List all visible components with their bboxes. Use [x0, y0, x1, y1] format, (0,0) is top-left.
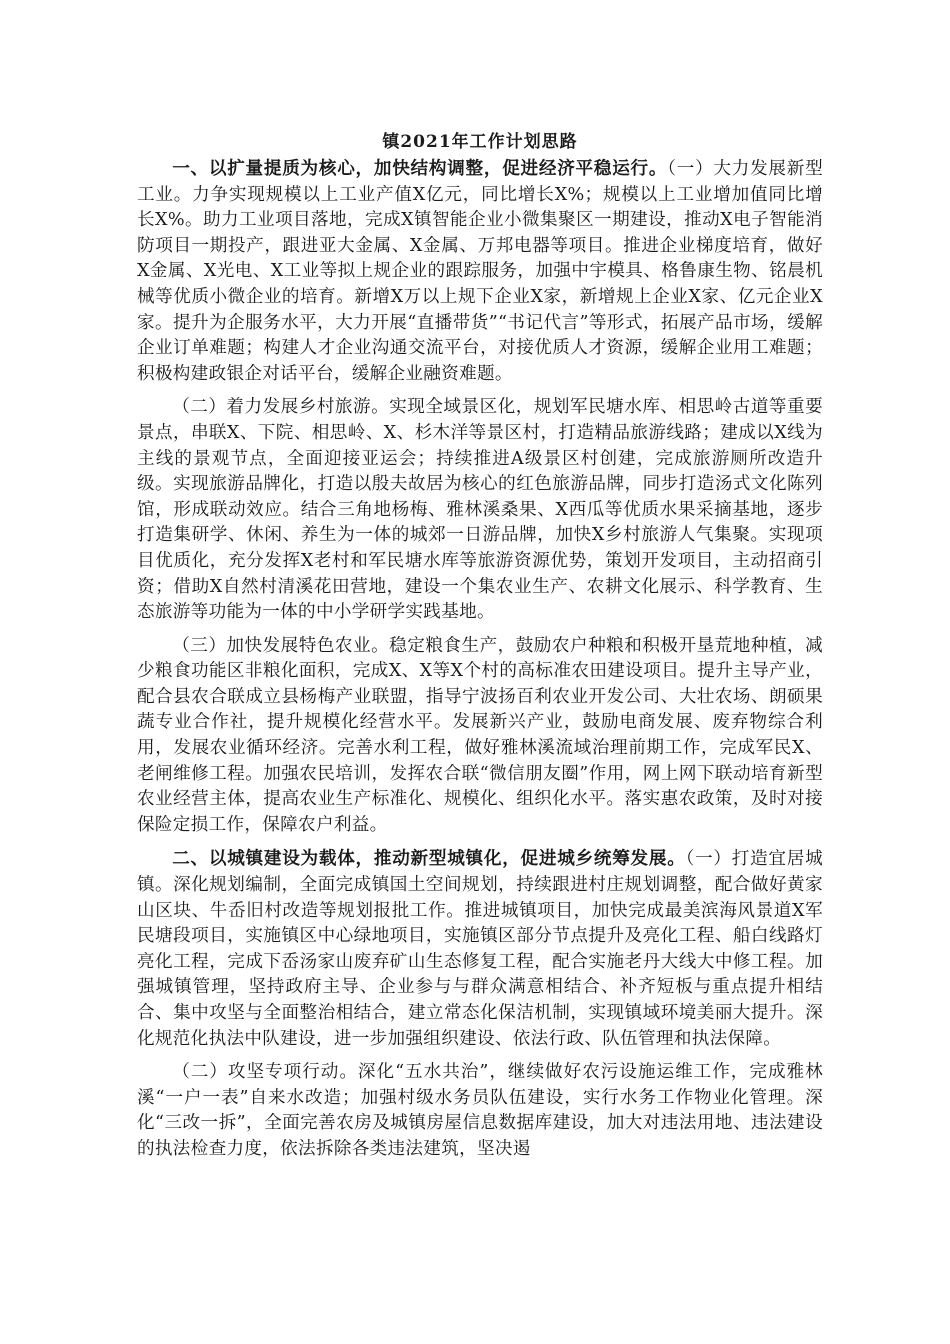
section-2-paragraph-1: [137, 846, 823, 1052]
section-2-paragraph-2: （二）攻坚专项行动。深化“五水共治”，继续做好农污设施运维工作，完成雅林溪“一户一表”自来水改造；加强村级水务员队伍建设，实行水务工作物业化管理。深化“三改一拆”，全面完善农房及城镇房屋信息数据库建设，加大对违法用地、违法建设的执法检查力度，依法拆除各类违法建筑，坚决遏: [137, 1062, 823, 1159]
document-title: 镇2021年工作计划思路: [382, 132, 578, 152]
section-2-paragraph-1-text: （一）打造宜居城镇。深化规划编制，全面完成镇国土空间规划，持续跟进村庄规划调整，配合做好黄家山区块、牛岙旧村改造等规划报批工作。推进城镇项目，加快完成最美滨海风景道X军民塘段项目，实施镇区中心绿地项目，实施镇区部分节点提升及亮化工程、船白线路灯亮化工程，完成下岙汤家山废弃矿山生态修复工程，配合实施老丹大线大中修工程。加强城镇管理，坚持政府主导、企业参与与群众满意相结合、补齐短板与重点提升相结合、集中攻坚与全面整治相结合，建立常态化保洁机制，实现镇域环境美丽大提升。深化规范化执法中队建设，进一步加强组织建设、依法行政、队伍管理和执法保障。: [137, 849, 823, 1049]
section-1-paragraph-1: [137, 156, 823, 387]
document-page: [137, 128, 823, 1328]
section-1-paragraph-2: （二）着力发展乡村旅游。实现全域景区化，规划军民塘水库、相思岭古道等重要景点，串联X、下院、相思岭、X、杉木洋等景区村，打造精品旅游线路；建成以X线为主线的景观节点，全面迎接亚运会；持续推进A级景区村创建，完成旅游厕所改造升级。实现旅游品牌化，打造以殷夫故居为核心的红色旅游品牌，同步打造汤式文化陈列馆，形成联动效应。结合三角地杨梅、雅林溪桑果、X西瓜等优质水果采摘基地，逐步打造集研学、休闲、养生为一体的城郊一日游品牌，加快X乡村旅游人气集聚。实现项目优质化，充分发挥X老村和军民塘水库等旅游资源优势，策划开发项目，主动招商引资；借助X自然村清溪花田营地，建设一个集农业生产、农耕文化展示、科学教育、生态旅游等功能为一体的中小学研学实践基地。: [137, 397, 823, 623]
section-1-paragraph-1-text: （一）大力发展新型工业。力争实现规模以上工业产值X亿元，同比增长X%；规模以上工业增加值同比增长X%。助力工业项目落地，完成X镇智能企业小微集聚区一期建设，推动X电子智能消防项目一期投产，跟进亚大金属、X金属、万邦电器等项目。推进企业梯度培育，做好X金属、X光电、X工业等拟上规企业的跟踪服务，加强中宇模具、格鲁康生物、铭晨机械等优质小微企业的培育。新增X万以上规下企业X家，新增规上企业X家、亿元企业X家。提升为企服务水平，大力开展“直播带货”“书记代言”等形式，拓展产品市场，缓解企业订单难题；构建人才企业沟通交流平台，对接优质人才资源，缓解企业用工难题；积极构建政银企对话平台，缓解企业融资难题。: [137, 159, 823, 384]
section-1-heading: 一、以扩量提质为核心，加快结构调整，促进经济平稳运行。: [172, 158, 668, 179]
section-2-heading: 二、以城镇建设为载体，推动新型城镇化，促进城乡统筹发展。: [172, 848, 686, 870]
section-1-paragraph-3: （三）加快发展特色农业。稳定粮食生产，鼓励农户种粮和积极开垦荒地种植，减少粮食功能区非粮化面积，完成X、X等X个村的高标准农田建设项目。提升主导产业，配合县农合联成立县杨梅产业联盟，指导宁波扬百利农业开发公司、大壮农场、朗硕果蔬专业合作社，提升规模化经营水平。发展新兴产业，鼓励电商发展、废弃物综合利用，发展农业循环经济。完善水利工程，做好雅林溪流域治理前期工作，完成军民X、老闸维修工程。加强农民培训，发挥农合联“微信朋友圈”作用，网上网下联动培育新型农业经营主体，提高农业生产标准化、规模化、组织化水平。落实惠农政策，及时对接保险定损工作，保障农户利益。: [137, 635, 823, 835]
